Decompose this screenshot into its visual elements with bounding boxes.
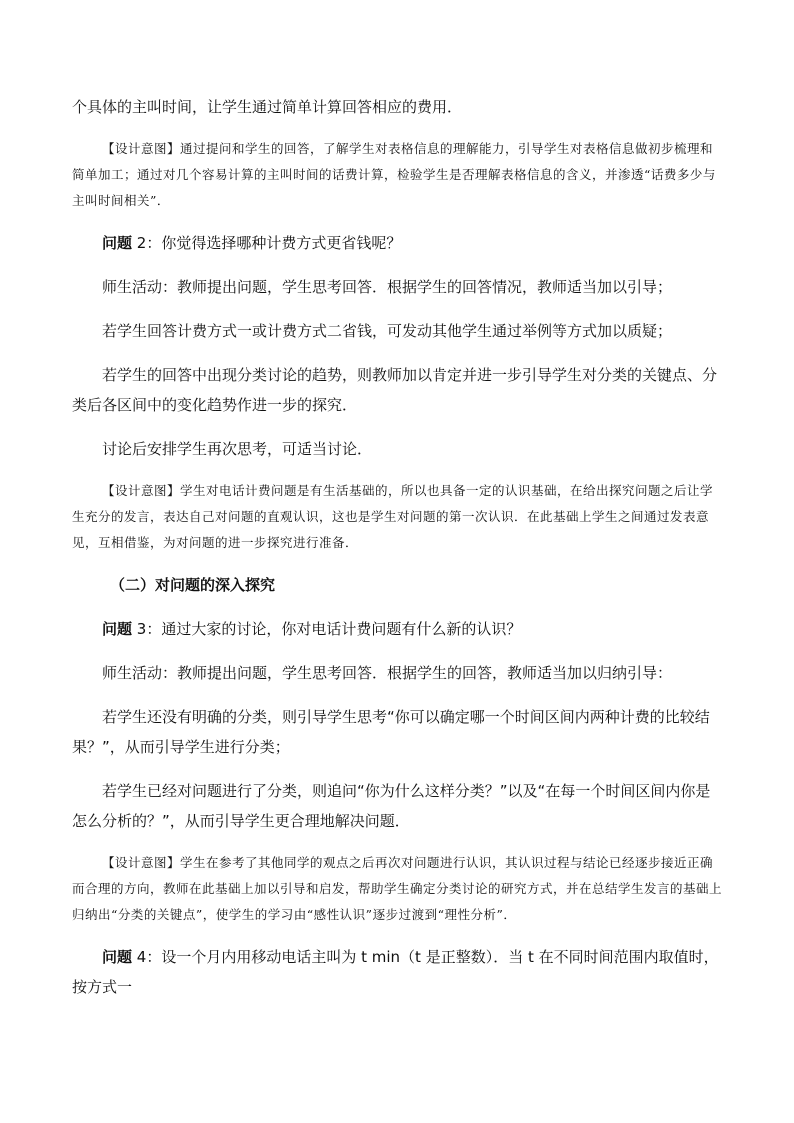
question-4-label: 问题 — [102, 948, 133, 966]
question-4-text: ：设一个月内用移动电话主叫为 t min（t 是正整数）．当 t 在不同时间范围内取值时，按方式一 — [72, 948, 719, 996]
teacher-activity-paragraph-1: 师生活动：教师提出问题，学生思考回答．根据学生的回答情况，教师适当加以引导； — [102, 278, 673, 296]
classification-trend-paragraph: 若学生的回答中出现分类讨论的趋势，则教师加以肯定并进一步引导学生对分类的关键点、分类后各区间中的变化趋势作进一步的探究． — [72, 366, 718, 414]
follow-up-question-paragraph: 若学生已经对问题进行了分类，则追问“你为什么这样分类？”以及“在每一个时间区间内你是怎么分析的？”，从而引导学生更合理地解决问题． — [72, 782, 711, 830]
question-2-text: ：你觉得选择哪种计费方式更省钱呢？ — [146, 234, 402, 252]
design-intent-paragraph-2: 【设计意图】学生对电话计费问题是有生活基础的，所以也具备一定的认识基础，在给出探究问题之后让学生充分的发言，表达自己对问题的直观认识，这也是学生对问题的第一次认识．在此基础上学生之间通过发表意见，互相借鉴，为对问题的进一步探究进行准备． — [72, 483, 714, 550]
teacher-activity-paragraph-2: 师生活动：教师提出问题，学生思考回答．根据学生的回答，教师适当加以归纳引导： — [102, 664, 673, 682]
question-2-paragraph — [72, 228, 722, 258]
question-3-label: 问题 — [102, 620, 133, 638]
question-2-number: 2 — [136, 234, 147, 252]
question-4-paragraph — [72, 942, 722, 1002]
design-intent-paragraph-1: 【设计意图】通过提问和学生的回答，了解学生对表格信息的理解能力，引导学生对表格信息做初步梳理和简单加工；通过对几个容易计算的主叫时间的话费计算，检验学生是否理解表格信息的含义，并渗透“话费多少与主叫时间相关”． — [72, 141, 716, 208]
classification-guidance-paragraph: 若学生还没有明确的分类，则引导学生思考“你可以确定哪一个时间区间内两种计费的比较结果？”，从而引导学生进行分类； — [72, 708, 710, 756]
student-answer-paragraph-1: 若学生回答计费方式一或计费方式二省钱，可发动其他学生通过举例等方式加以质疑； — [102, 322, 673, 340]
section-heading-deep-inquiry: （二）对问题的深入探究 — [110, 576, 276, 594]
paragraph-intro-ending: 个具体的主叫时间，让学生通过简单计算回答相应的费用． — [72, 98, 463, 116]
question-3-number: 3 — [136, 620, 147, 638]
question-2-label: 问题 — [102, 234, 133, 252]
question-3-paragraph — [72, 614, 722, 644]
design-intent-paragraph-3: 【设计意图】学生在参考了其他同学的观点之后再次对问题进行认识，其认识过程与结论已经逐步接近正确而合理的方向，教师在此基础上加以引导和启发，帮助学生确定分类讨论的研究方式，并在总结学生发言的基础上归纳出“分类的关键点”，使学生的学习由“感性认识”逐步过渡到“理性分析”． — [72, 855, 723, 922]
question-4-number: 4 — [136, 948, 147, 966]
question-3-text: ：通过大家的讨论，你对电话计费问题有什么新的认识？ — [146, 620, 522, 638]
document-body — [72, 92, 722, 1016]
discussion-paragraph: 讨论后安排学生再次思考，可适当讨论． — [102, 440, 373, 458]
